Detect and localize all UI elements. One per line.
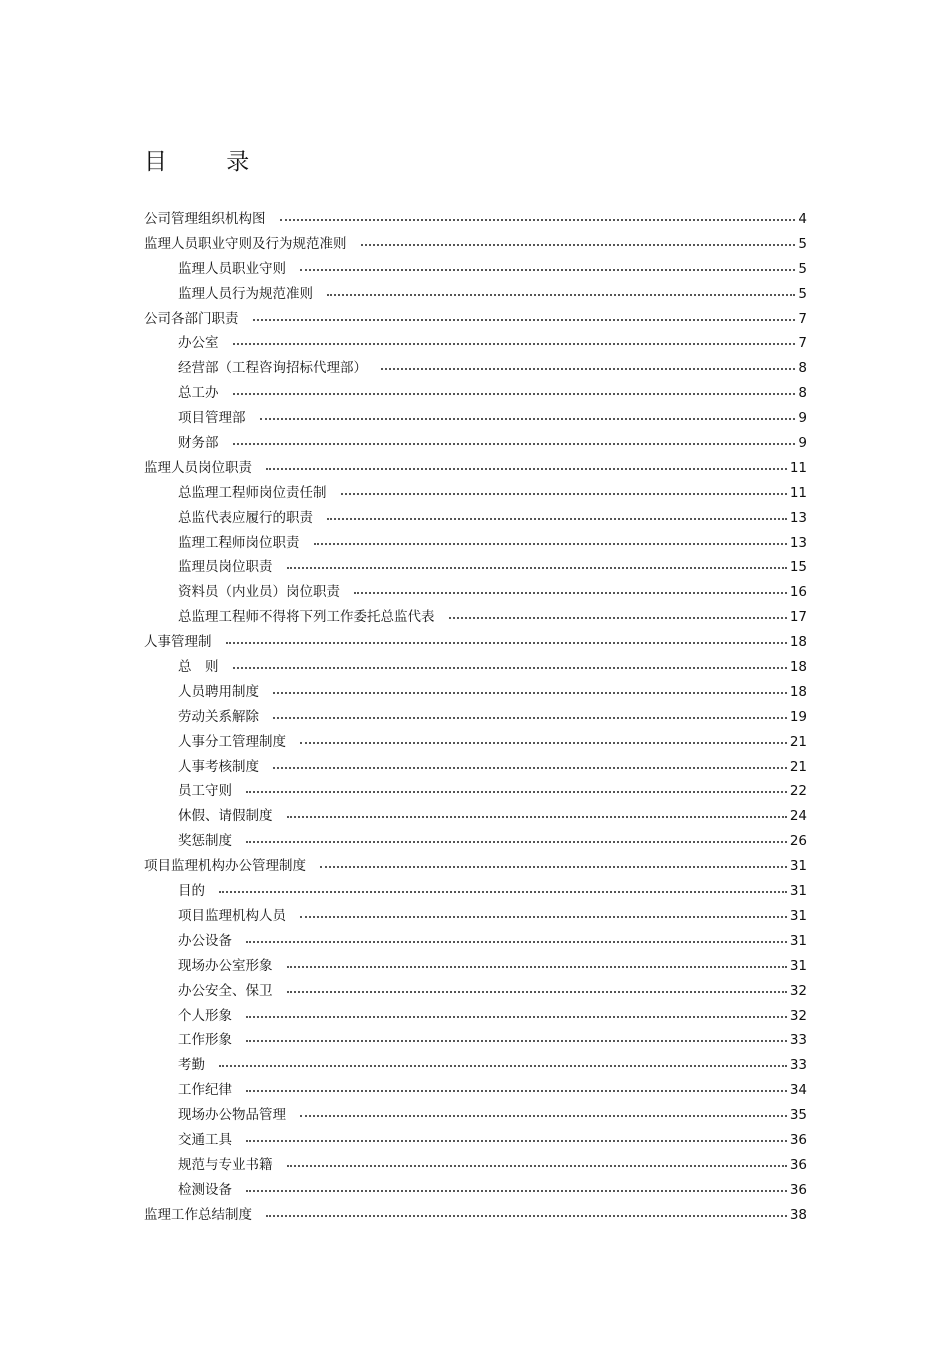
toc-entry-page-number: 31 — [789, 957, 807, 974]
toc-entry-label: 个人形象 — [178, 1007, 232, 1024]
toc-entry-label: 监理工程师岗位职责 — [178, 534, 300, 551]
toc-entry-label: 公司各部门职责 — [144, 310, 239, 327]
toc-entry-label: 项目监理机构办公管理制度 — [144, 858, 306, 875]
toc-entry-page-number: 36 — [789, 1156, 807, 1173]
toc-entry[interactable] — [0, 630, 950, 655]
toc-entry-label: 监理员岗位职责 — [178, 559, 273, 576]
toc-entry-page-number: 4 — [798, 211, 807, 227]
toc-entry[interactable] — [0, 232, 950, 257]
toc-dot-leader — [341, 493, 787, 495]
toc-entry-page-number: 31 — [789, 907, 807, 924]
toc-dot-leader — [246, 1040, 787, 1042]
toc-dot-leader — [246, 941, 787, 943]
toc-entry-label: 工作形象 — [178, 1032, 232, 1049]
toc-entry-page-number: 32 — [789, 982, 807, 999]
toc-dot-leader — [300, 916, 787, 918]
toc-entry[interactable] — [0, 854, 950, 879]
toc-entry-label: 劳动关系解除 — [178, 708, 259, 725]
toc-entry[interactable] — [0, 207, 950, 232]
toc-dot-leader — [266, 468, 787, 470]
toc-list — [0, 207, 950, 1228]
toc-entry[interactable] — [0, 1053, 950, 1078]
toc-entry[interactable] — [0, 431, 950, 456]
toc-entry-page-number: 18 — [789, 659, 807, 676]
toc-entry[interactable] — [0, 1128, 950, 1153]
toc-dot-leader — [246, 841, 787, 843]
toc-entry[interactable] — [0, 904, 950, 929]
toc-entry-label: 监理人员行为规范准则 — [178, 285, 313, 302]
toc-entry-page-number: 38 — [789, 1206, 807, 1223]
toc-entry-label: 总监代表应履行的职责 — [178, 509, 313, 526]
toc-entry-page-number: 17 — [789, 609, 807, 626]
toc-dot-leader — [287, 816, 787, 818]
toc-entry[interactable] — [0, 481, 950, 506]
toc-entry[interactable] — [0, 979, 950, 1004]
toc-entry-label: 总监理工程师不得将下列工作委托总监代表 — [178, 609, 435, 626]
toc-entry-label: 人事考核制度 — [178, 758, 259, 775]
toc-dot-leader — [314, 543, 787, 545]
toc-dot-leader — [280, 219, 796, 221]
toc-dot-leader — [327, 518, 787, 520]
toc-entry-label: 公司管理组织机构图 — [144, 211, 266, 227]
toc-entry-page-number: 36 — [789, 1181, 807, 1198]
toc-entry-label: 办公安全、保卫 — [178, 982, 273, 999]
toc-dot-leader — [361, 244, 796, 246]
toc-dot-leader — [219, 891, 787, 893]
toc-dot-leader — [273, 717, 787, 719]
toc-dot-leader — [273, 767, 787, 769]
toc-entry[interactable] — [0, 605, 950, 630]
toc-entry-label: 奖惩制度 — [178, 833, 232, 850]
toc-entry-page-number: 11 — [789, 484, 807, 501]
toc-entry-page-number: 33 — [789, 1032, 807, 1049]
toc-dot-leader — [233, 393, 796, 395]
toc-dot-leader — [219, 1065, 787, 1067]
toc-entry-label: 工作纪律 — [178, 1082, 232, 1099]
toc-dot-leader — [287, 1165, 787, 1167]
toc-entry-label: 交通工具 — [178, 1131, 232, 1148]
toc-dot-leader — [246, 1016, 787, 1018]
toc-entry-page-number: 31 — [789, 858, 807, 875]
toc-entry[interactable] — [0, 1103, 950, 1128]
toc-entry-page-number: 8 — [798, 385, 807, 402]
toc-entry-label: 财务部 — [178, 435, 219, 452]
toc-entry-label: 监理人员职业守则 — [178, 260, 286, 277]
toc-entry-label: 考勤 — [178, 1057, 205, 1074]
toc-entry-label: 监理人员职业守则及行为规范准则 — [144, 235, 347, 252]
toc-dot-leader — [300, 742, 787, 744]
toc-entry[interactable] — [0, 929, 950, 954]
toc-entry[interactable] — [0, 356, 950, 381]
toc-dot-leader — [233, 667, 787, 669]
toc-entry[interactable] — [0, 879, 950, 904]
toc-entry-page-number: 26 — [789, 833, 807, 850]
toc-entry[interactable] — [0, 705, 950, 730]
toc-dot-leader — [253, 319, 796, 321]
toc-dot-leader — [287, 567, 787, 569]
toc-entry[interactable] — [0, 282, 950, 307]
toc-entry-page-number: 36 — [789, 1131, 807, 1148]
toc-entry-label: 资料员（内业员）岗位职责 — [178, 584, 340, 601]
toc-entry-page-number: 31 — [789, 883, 807, 900]
toc-entry-label: 项目监理机构人员 — [178, 907, 286, 924]
toc-entry-label: 人事管理制 — [144, 634, 212, 651]
toc-entry-label: 现场办公室形象 — [178, 957, 273, 974]
toc-entry[interactable] — [0, 804, 950, 829]
toc-entry[interactable] — [0, 307, 950, 332]
toc-entry[interactable] — [0, 954, 950, 979]
toc-entry-page-number: 33 — [789, 1057, 807, 1074]
toc-dot-leader — [287, 991, 787, 993]
toc-entry[interactable] — [0, 1004, 950, 1029]
toc-entry[interactable] — [0, 755, 950, 780]
toc-dot-leader — [226, 642, 787, 644]
toc-dot-leader — [233, 343, 796, 345]
toc-entry-page-number: 9 — [798, 410, 807, 427]
toc-entry-page-number: 18 — [789, 683, 807, 700]
toc-entry[interactable] — [0, 1028, 950, 1053]
toc-entry-label: 经营部（工程咨询招标代理部） — [178, 360, 367, 377]
toc-dot-leader — [320, 866, 787, 868]
toc-entry-page-number: 9 — [798, 435, 807, 452]
toc-entry-page-number: 13 — [789, 534, 807, 551]
toc-entry[interactable] — [0, 680, 950, 705]
toc-entry-page-number: 5 — [798, 285, 807, 302]
toc-entry-page-number: 21 — [789, 758, 807, 775]
toc-entry-page-number: 13 — [789, 509, 807, 526]
toc-entry-page-number: 5 — [798, 235, 807, 252]
toc-dot-leader — [260, 418, 796, 420]
toc-dot-leader — [233, 443, 796, 445]
toc-entry-label: 目的 — [178, 883, 205, 900]
toc-entry[interactable] — [0, 1203, 950, 1228]
toc-dot-leader — [300, 269, 795, 271]
toc-dot-leader — [246, 1190, 787, 1192]
toc-entry-label: 监理工作总结制度 — [144, 1206, 252, 1223]
toc-entry-label: 办公设备 — [178, 932, 232, 949]
toc-entry-label: 人事分工管理制度 — [178, 733, 286, 750]
toc-entry-page-number: 35 — [789, 1107, 807, 1124]
toc-entry[interactable] — [0, 555, 950, 580]
toc-entry-page-number: 34 — [789, 1082, 807, 1099]
toc-entry-label: 项目管理部 — [178, 410, 246, 427]
toc-dot-leader — [449, 617, 787, 619]
toc-entry[interactable] — [0, 1078, 950, 1103]
toc-entry[interactable] — [0, 829, 950, 854]
toc-dot-leader — [246, 1090, 787, 1092]
toc-entry-page-number: 16 — [789, 584, 807, 601]
toc-dot-leader — [300, 1115, 787, 1117]
toc-entry[interactable] — [0, 1153, 950, 1178]
toc-entry-page-number: 7 — [798, 310, 807, 327]
toc-dot-leader — [273, 692, 787, 694]
toc-dot-leader — [354, 592, 787, 594]
toc-dot-leader — [381, 368, 795, 370]
toc-dot-leader — [287, 966, 787, 968]
toc-dot-leader — [327, 294, 795, 296]
toc-entry-label: 总工办 — [178, 385, 219, 402]
toc-entry-label: 现场办公物品管理 — [178, 1107, 286, 1124]
toc-entry[interactable] — [0, 730, 950, 755]
toc-dot-leader — [266, 1215, 787, 1217]
toc-entry-page-number: 15 — [789, 559, 807, 576]
toc-dot-leader — [246, 1140, 787, 1142]
toc-entry-label: 检测设备 — [178, 1181, 232, 1198]
toc-entry-label: 员工守则 — [178, 783, 232, 800]
toc-entry-page-number: 22 — [789, 783, 807, 800]
toc-entry[interactable] — [0, 506, 950, 531]
toc-entry[interactable] — [0, 257, 950, 282]
toc-entry-label: 办公室 — [178, 335, 219, 352]
toc-entry-page-number: 8 — [798, 360, 807, 377]
toc-entry[interactable] — [0, 456, 950, 481]
toc-entry[interactable] — [0, 655, 950, 680]
toc-entry-label: 休假、请假制度 — [178, 808, 273, 825]
toc-entry-label: 人员聘用制度 — [178, 683, 259, 700]
toc-entry-page-number: 19 — [789, 708, 807, 725]
toc-entry-label: 总 则 — [178, 659, 219, 676]
toc-entry-page-number: 11 — [789, 459, 807, 476]
toc-entry[interactable] — [0, 531, 950, 556]
toc-entry[interactable] — [0, 580, 950, 605]
toc-entry-page-number: 7 — [798, 335, 807, 352]
toc-entry-page-number: 18 — [789, 634, 807, 651]
toc-entry-page-number: 21 — [789, 733, 807, 750]
toc-entry[interactable] — [0, 331, 950, 356]
toc-entry[interactable] — [0, 381, 950, 406]
toc-entry-label: 总监理工程师岗位责任制 — [178, 484, 327, 501]
toc-entry[interactable] — [0, 779, 950, 804]
toc-dot-leader — [246, 791, 787, 793]
toc-entry-label: 监理人员岗位职责 — [144, 459, 252, 476]
toc-title: 目 录 — [144, 149, 276, 175]
toc-entry-page-number: 24 — [789, 808, 807, 825]
toc-entry[interactable] — [0, 406, 950, 431]
toc-entry-page-number: 5 — [798, 260, 807, 277]
toc-entry[interactable] — [0, 1178, 950, 1203]
toc-entry-page-number: 32 — [789, 1007, 807, 1024]
toc-entry-label: 规范与专业书籍 — [178, 1156, 273, 1173]
toc-entry-page-number: 31 — [789, 932, 807, 949]
